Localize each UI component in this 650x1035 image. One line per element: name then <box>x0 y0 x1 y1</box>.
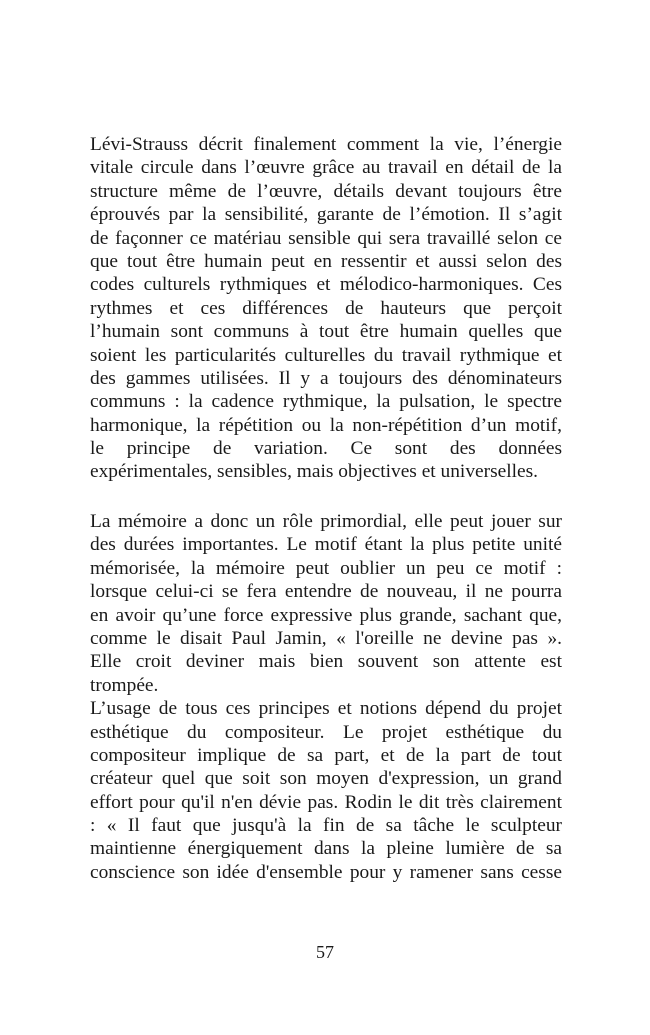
text-line: structure même de l’œuvre, détails devant toujours être <box>90 180 562 202</box>
text-line: La mémoire a donc un rôle primordial, elle peut jouer sur <box>90 511 562 532</box>
text-line: maintienne énergiquement dans la pleine lumière de sa <box>90 838 562 860</box>
text-line: harmonique, la répétition ou la non-répétition d’un motif, <box>90 414 562 436</box>
text-line: conscience son idée d'ensemble pour y ramener sans cesse <box>90 861 562 883</box>
text-line: esthétique du compositeur. Le projet esthétique du <box>90 721 562 743</box>
text-line: des gammes utilisées. Il y a toujours des dénominateurs <box>90 367 562 389</box>
text-line: en avoir qu’une force expressive plus grande, sachant que, <box>90 604 562 626</box>
text-line: lorsque celui-ci se fera entendre de nouveau, il ne pourra <box>90 581 562 603</box>
text-line: mémorisée, la mémoire peut oublier un peu ce motif : <box>90 557 562 579</box>
text-line: éprouvés par la sensibilité, garante de l’émotion. Il s’agit <box>90 204 562 226</box>
text-line: effort pour qu'il n'en dévie pas. Rodin le dit très clairement <box>90 791 562 813</box>
text-line: L’usage de tous ces principes et notions dépend du projet <box>90 698 562 720</box>
page-number: 57 <box>316 942 334 962</box>
text-line: l’humain sont communs à tout être humain quelles que <box>90 321 562 343</box>
text-line: codes culturels rythmiques et mélodico-harmoniques. Ces <box>90 274 562 296</box>
text-line: Elle croit deviner mais bien souvent son attente est <box>90 651 562 673</box>
text-line: : « Il faut que jusqu'à la fin de sa tâche le sculpteur <box>90 815 562 837</box>
text-line: que tout être humain peut en ressentir et aussi selon des <box>90 250 562 272</box>
text-line: comme le disait Paul Jamin, « l'oreille ne devine pas ». <box>90 627 562 649</box>
text-line: trompée. <box>90 674 159 696</box>
text-line: vitale circule dans l’œuvre grâce au travail en détail de la <box>90 157 562 179</box>
paragraph-2 <box>90 510 562 884</box>
text-line: des durées importantes. Le motif étant la plus petite unité <box>90 534 562 556</box>
text-line: expérimentales, sensibles, mais objectives et universelles. <box>90 461 539 483</box>
text-line: Lévi-Strauss décrit finalement comment la vie, l’énergie <box>90 134 562 155</box>
text-line: soient les particularités culturelles du travail rythmique et <box>90 344 562 366</box>
text-line: créateur quel que soit son moyen d'expression, un grand <box>90 768 562 790</box>
text-line: de façonner ce matériau sensible qui sera travaillé selon ce <box>90 227 562 249</box>
text-line: le principe de variation. Ce sont des données <box>90 438 562 460</box>
text-line: communs : la cadence rythmique, la pulsation, le spectre <box>90 391 562 413</box>
text-line: rythmes et ces différences de hauteurs que perçoit <box>90 297 562 319</box>
text-line: compositeur implique de sa part, et de la part de tout <box>90 744 562 766</box>
paragraph-1 <box>90 133 562 484</box>
